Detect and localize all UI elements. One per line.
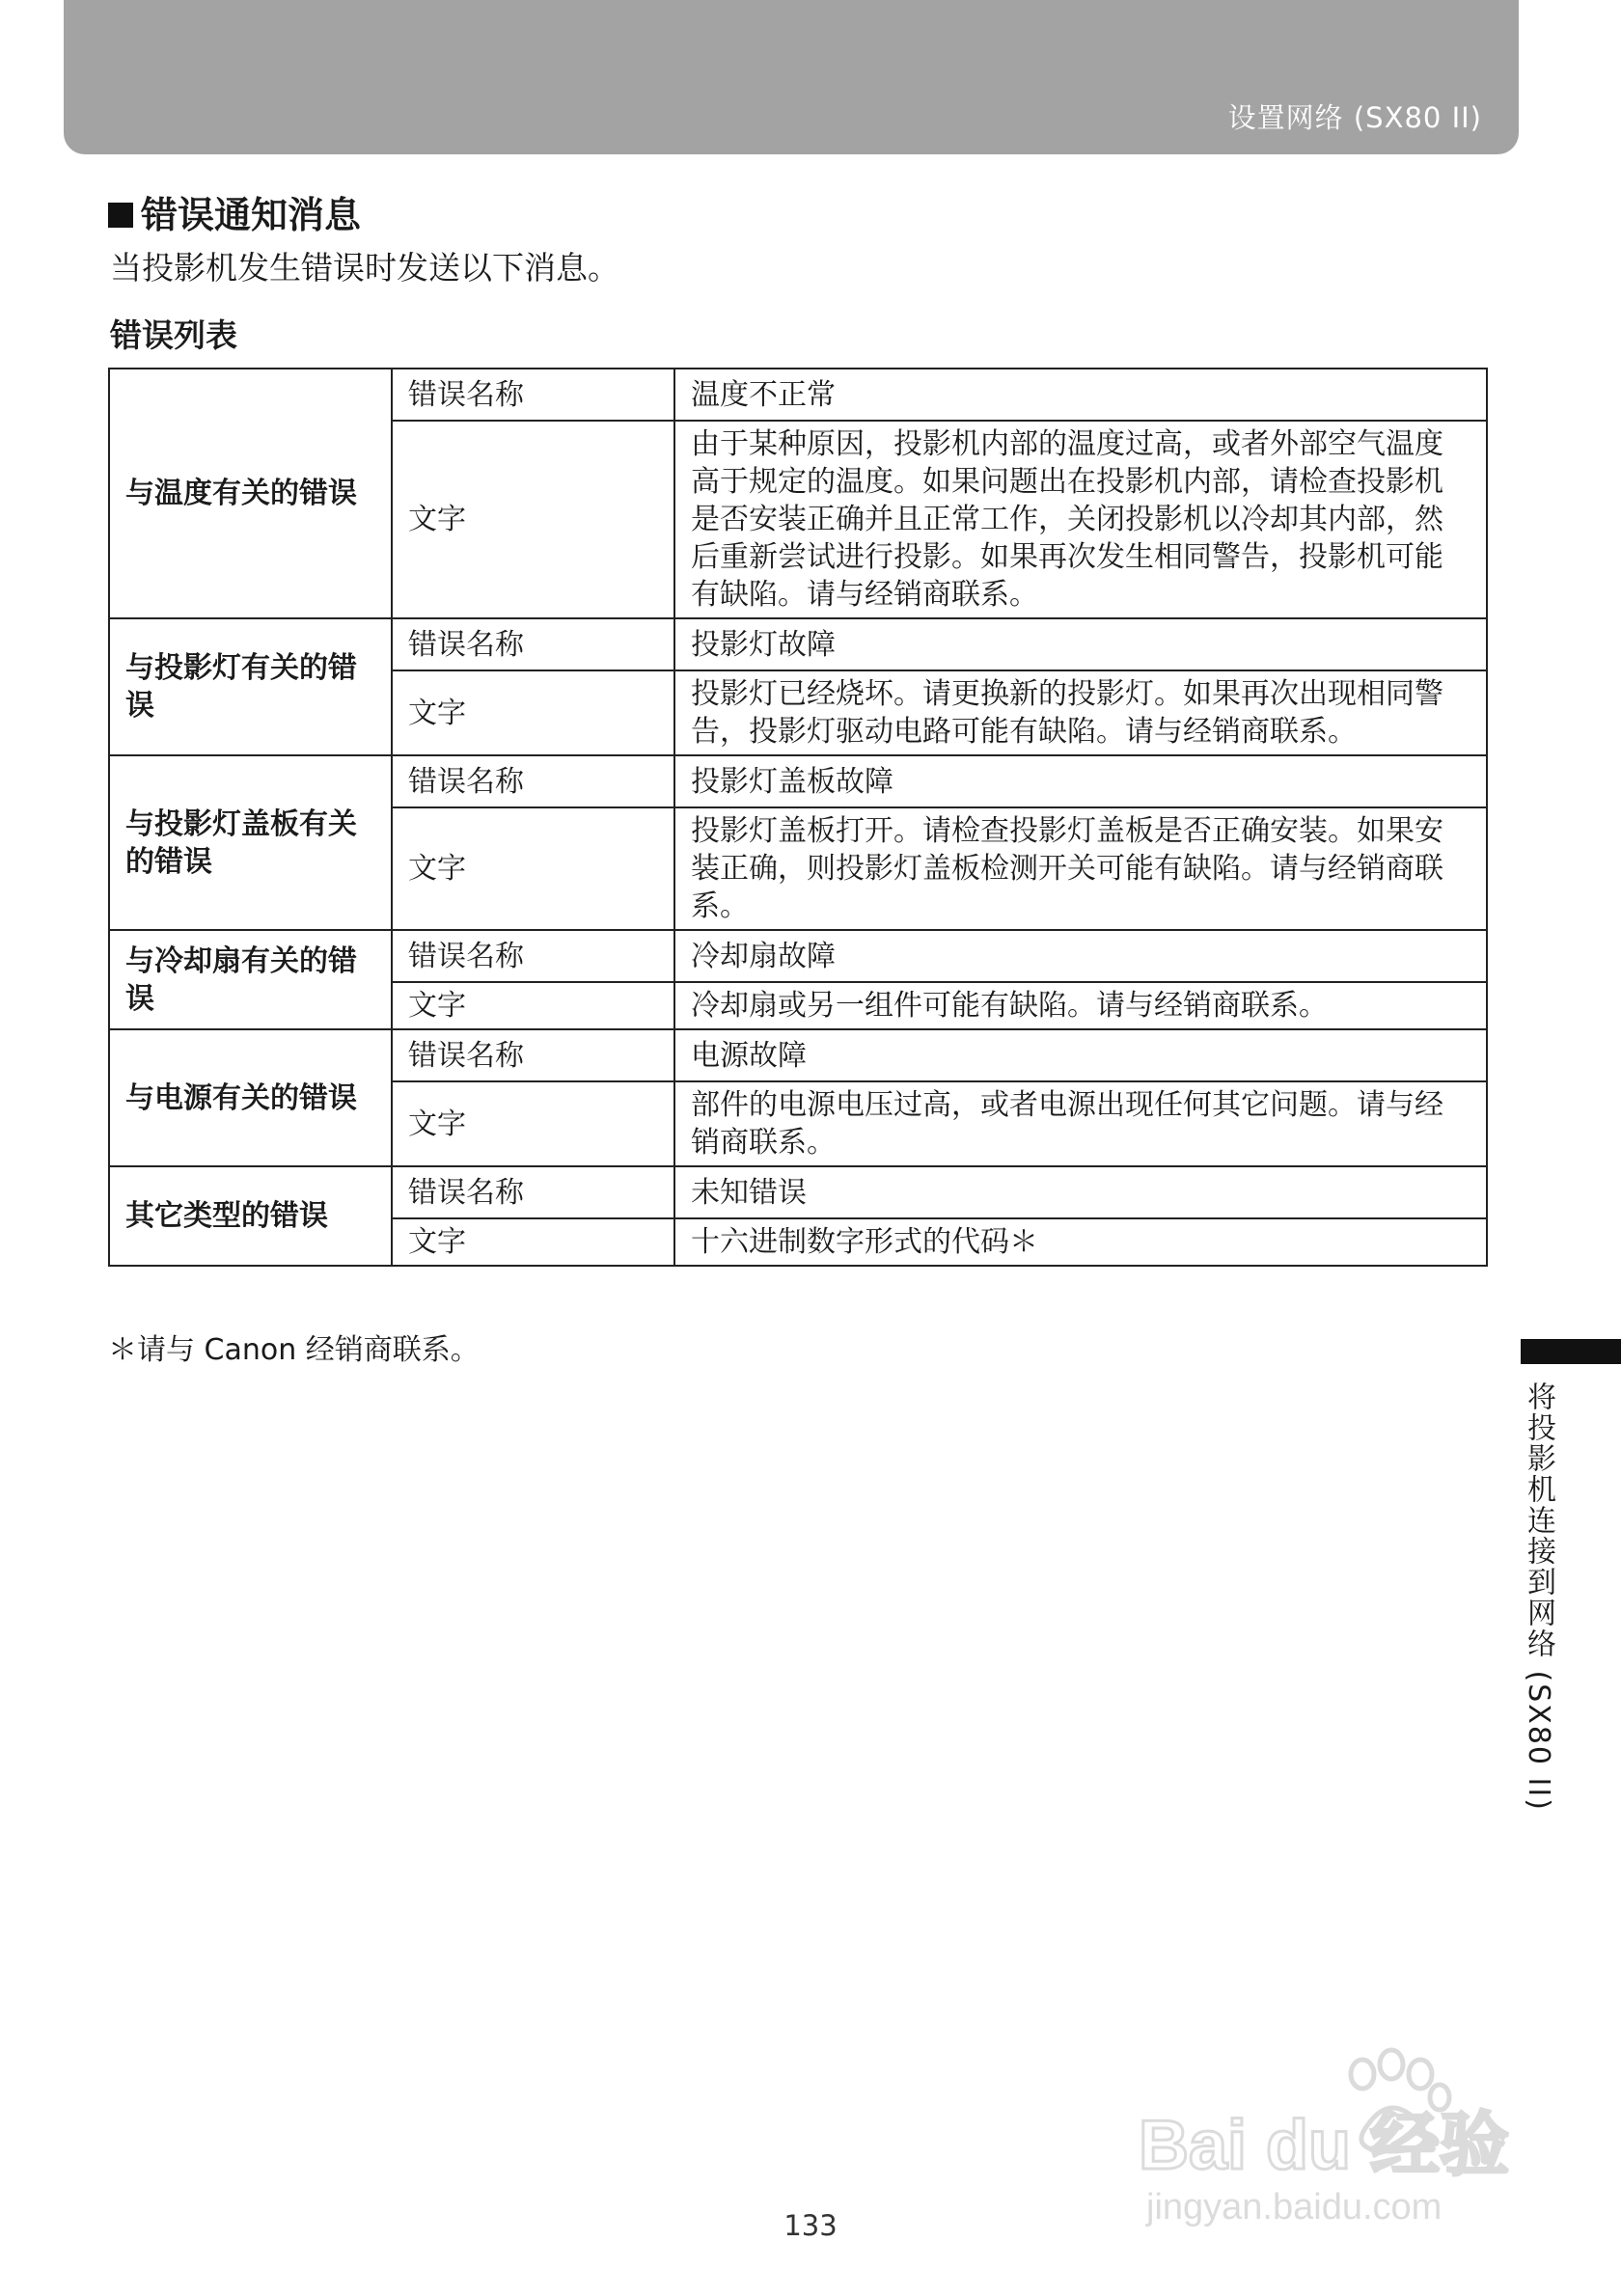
error-text-label: 文字 [392, 670, 674, 755]
error-category: 其它类型的错误 [109, 1166, 392, 1266]
chapter-tab-marker [1521, 1339, 1621, 1364]
error-name-label: 错误名称 [392, 618, 674, 670]
error-text-value: 投影灯盖板打开。请检查投影灯盖板是否正确安装。如果安装正确，则投影灯盖板检测开关可能有缺陷。请与经销商联系。 [674, 807, 1487, 930]
error-name-label: 错误名称 [392, 1029, 674, 1081]
error-name-value: 冷却扇故障 [674, 930, 1487, 982]
error-category: 与电源有关的错误 [109, 1029, 392, 1166]
watermark-url: jingyan.baidu.com [1146, 2187, 1442, 2228]
baidu-watermark-logo [1139, 2036, 1544, 2228]
chapter-tab-label: 将投影机连接到网络 (SX80 II) [1522, 1381, 1555, 1812]
square-bullet-icon [108, 203, 133, 228]
watermark-logo-text: Bai du 经验 [1139, 2107, 1510, 2184]
footnote: ＊请与 Canon 经销商联系。 [108, 1333, 480, 1367]
error-name-value: 电源故障 [674, 1029, 1487, 1081]
table-row [109, 618, 1487, 670]
page-number: 133 [783, 2209, 838, 2242]
error-text-label: 文字 [392, 1218, 674, 1266]
table-row [109, 369, 1487, 421]
error-name-value: 未知错误 [674, 1166, 1487, 1218]
error-name-label: 错误名称 [392, 930, 674, 982]
error-category: 与投影灯有关的错误 [109, 618, 392, 755]
table-caption: 错误列表 [110, 316, 237, 354]
error-category: 与温度有关的错误 [109, 369, 392, 618]
table-row [109, 1029, 1487, 1081]
error-text-value: 部件的电源电压过高，或者电源出现任何其它问题。请与经销商联系。 [674, 1081, 1487, 1166]
error-name-value: 温度不正常 [674, 369, 1487, 421]
error-text-value: 冷却扇或另一组件可能有缺陷。请与经销商联系。 [674, 982, 1487, 1029]
table-row [109, 1166, 1487, 1218]
section-heading [108, 185, 361, 238]
header-band [64, 0, 1519, 154]
header-title: 设置网络 (SX80 II) [1227, 101, 1482, 134]
table-row [109, 755, 1487, 807]
error-table [108, 368, 1488, 1267]
error-name-label: 错误名称 [392, 755, 674, 807]
error-name-value: 投影灯盖板故障 [674, 755, 1487, 807]
error-text-label: 文字 [392, 1081, 674, 1166]
error-text-value: 投影灯已经烧坏。请更换新的投影灯。如果再次出现相同警告，投影灯驱动电路可能有缺陷。请与经销商联系。 [674, 670, 1487, 755]
error-text-label: 文字 [392, 421, 674, 618]
error-category: 与投影灯盖板有关的错误 [109, 755, 392, 930]
error-name-label: 错误名称 [392, 1166, 674, 1218]
error-category: 与冷却扇有关的错误 [109, 930, 392, 1029]
section-heading-text: 错误通知消息 [141, 194, 362, 236]
error-name-label: 错误名称 [392, 369, 674, 421]
error-text-value: 由于某种原因，投影机内部的温度过高，或者外部空气温度高于规定的温度。如果问题出在投影机内部，请检查投影机是否安装正确并且正常工作，关闭投影机以冷却其内部，然后重新尝试进行投影。如果再次发生相同警告，投影机可能有缺陷。请与经销商联系。 [674, 421, 1487, 618]
intro-text: 当投影机发生错误时发送以下消息。 [110, 249, 619, 287]
error-text-label: 文字 [392, 982, 674, 1029]
table-row [109, 930, 1487, 982]
error-text-value: 十六进制数字形式的代码＊ [674, 1218, 1487, 1266]
error-text-label: 文字 [392, 807, 674, 930]
error-name-value: 投影灯故障 [674, 618, 1487, 670]
